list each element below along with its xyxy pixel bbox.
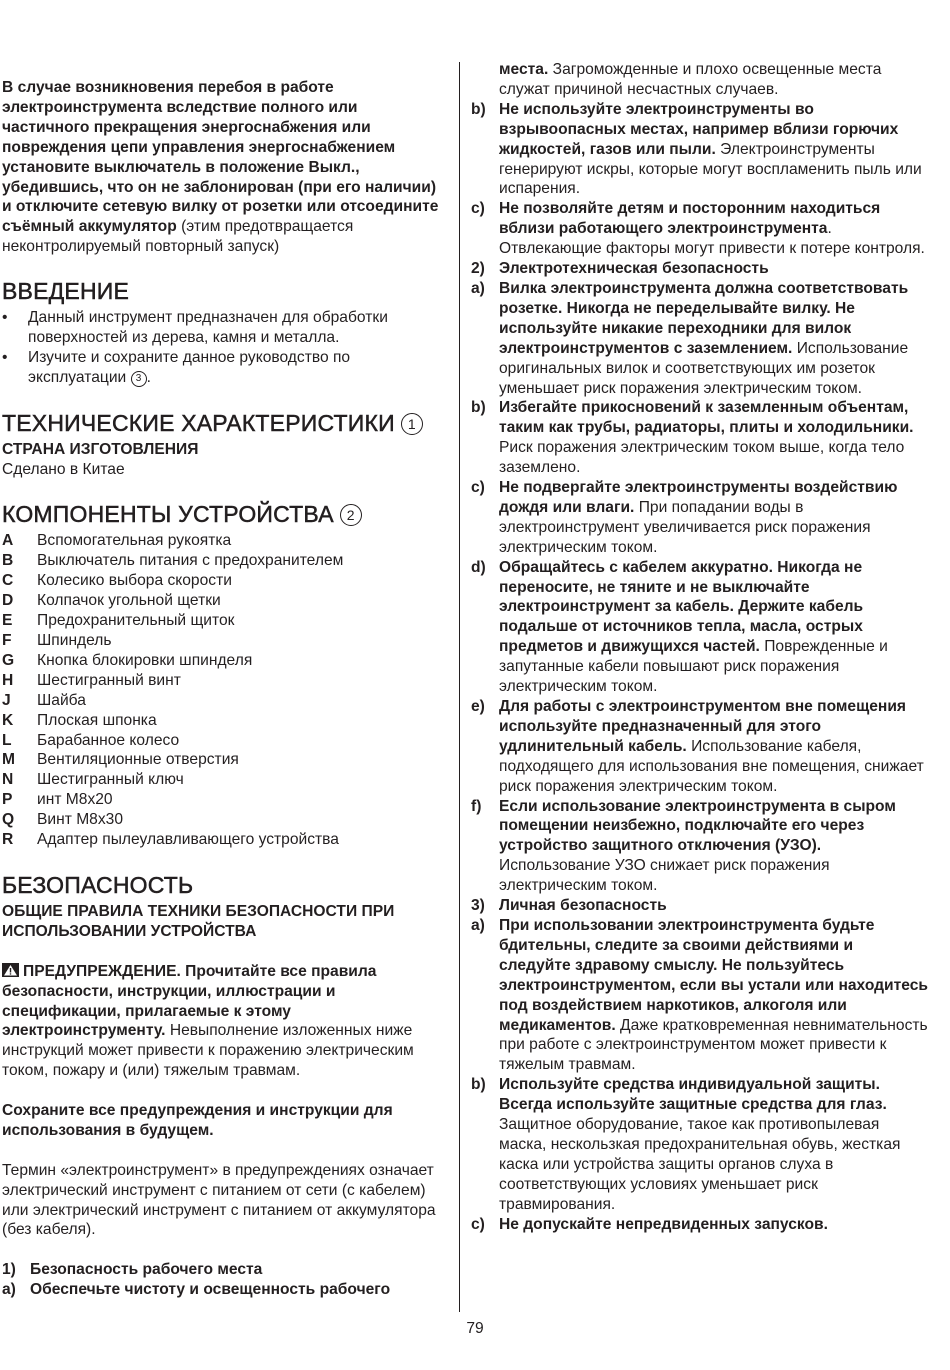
safety-item — [471, 1215, 929, 1235]
item-bold-text: Обращайтесь с кабелем аккуратно. Никогда не переносите, не тяните и не выключайте электроинструмент за кабель. Держите кабель подальше от источников тепла, масла, острых предметов и движущихся частей. — [499, 558, 864, 656]
component-item — [2, 691, 448, 711]
warning-icon — [2, 963, 19, 977]
continued-bold: места. — [499, 61, 549, 78]
figure-ref-3: 3 — [131, 371, 147, 387]
safety-item — [471, 916, 929, 1075]
figure-ref-2: 2 — [340, 504, 362, 526]
item-bold-text: Для работы с электроинструментом вне помещения используйте предназначенный для этого удлинительный кабель. — [499, 698, 907, 755]
component-item — [2, 711, 448, 731]
component-letter: K — [2, 711, 14, 729]
component-name: Шестигранный ключ — [37, 771, 184, 789]
item-marker: a) — [2, 1281, 16, 1299]
term-definition: Термин «электроинструмент» в предупреждениях означает электрический инструмент с питанием от сети (с кабелем) или электрический инструмент с питанием от аккумулятора (без кабеля). — [2, 1161, 436, 1239]
warning-paragraph — [2, 962, 448, 1081]
component-name: Шпиндель — [37, 632, 112, 650]
section-title-text: Безопасность рабочего места — [30, 1261, 263, 1279]
item-marker: c) — [471, 200, 485, 218]
component-letter: F — [2, 632, 12, 650]
spec-heading-text: ТЕХНИЧЕСКИЕ ХАРАКТЕРИСТИКИ — [2, 409, 395, 436]
warning-bold: ПРЕДУПРЕЖДЕНИЕ. Прочитайте все правила безопасности, инструкции, иллюстрации и спецификации, прилагаемые к этому электроинструменту. — [2, 962, 377, 1040]
components-list — [2, 531, 448, 850]
component-item — [2, 731, 448, 751]
item-marker: a) — [471, 279, 485, 297]
continued-tail: Загроможденные и плохо освещенные места служат причиной несчастных случаев. — [499, 61, 882, 98]
item-normal-text: Даже кратковременная невнимательность при работе с электроинструментом может привести к тяжелым травмам. — [499, 1016, 928, 1074]
component-name: Плоская шпонка — [37, 711, 157, 729]
safety-heading: БЕЗОПАСНОСТЬ — [2, 871, 194, 898]
power-interruption-bold: В случае возникновения перебоя в работе электроинструмента вследствие полного или частичного прекращения энергоснабжения или повреждения цепи управления энергоснабжением установите выключатель в положение Выкл., убедившись, что он не заблонирован (при его наличии) и отключите сетевую вилку от розетки или отсоедините съёмный аккумулятор — [2, 79, 439, 236]
safety-item — [471, 558, 929, 697]
component-name: Вспомогательная рукоятка — [37, 532, 232, 550]
spec-heading — [2, 409, 448, 437]
component-letter: E — [2, 612, 13, 630]
component-name: Выключатель питания с предохранителем — [37, 552, 344, 570]
item-bold-text: Электротехническая безопасность — [499, 260, 769, 278]
item-bold-text: Избегайте прикосновений к заземленным объентам, таким как трубы, радиаторы, плиты и холодильники. — [499, 399, 914, 437]
component-item — [2, 830, 448, 850]
item-marker: 1) — [2, 1261, 16, 1279]
component-name: Адаптер пылеулавливающего устройства — [37, 831, 339, 849]
country-value: Сделано в Китае — [2, 460, 125, 478]
save-instructions: Сохраните все предупреждения и инструкции для использования в будущем. — [2, 1102, 393, 1139]
item-bold-text: Не позволяйте детям и посторонним находиться вблизи работающего электроинструмента — [499, 200, 881, 238]
component-name: Шестигранный винт — [37, 671, 181, 689]
safety-item — [471, 259, 929, 279]
component-letter: D — [2, 592, 14, 610]
intro-heading: ВВЕДЕНИЕ — [2, 278, 130, 305]
component-item — [2, 810, 448, 830]
warning-tail: Невыполнение изложенных ниже инструкций может привести к поражению электрическим током, пожару и (или) тяжелым травмам. — [2, 1022, 414, 1080]
component-item — [2, 551, 448, 571]
item-marker: 2) — [471, 260, 485, 278]
item-marker: e) — [471, 698, 485, 715]
safety-item — [471, 697, 929, 797]
safety-subheading: ОБЩИЕ ПРАВИЛА ТЕХНИКИ БЕЗОПАСНОСТИ ПРИ ИСПОЛЬЗОВАНИИ УСТРОЙСТВА — [2, 902, 395, 940]
component-name: Винт M8x30 — [37, 811, 124, 829]
intro-bullet — [2, 348, 448, 388]
section-1-title — [2, 1260, 448, 1280]
component-name: Шайба — [37, 691, 86, 709]
component-letter: P — [2, 791, 13, 809]
safety-item — [471, 279, 929, 398]
component-letter: H — [2, 671, 14, 689]
component-letter: C — [2, 572, 14, 590]
component-letter: R — [2, 831, 14, 849]
components-heading — [2, 500, 448, 528]
item-normal-text: Использование кабеля, подходящего для использования вне помещения, снижает риск поражения электрическим током. — [499, 737, 924, 795]
component-name: Предохранительный щиток — [37, 612, 235, 630]
safety-items — [471, 100, 929, 1235]
item-normal-text: Защитное оборудование, такое как противопылевая маска, нескользкая предохранительная обувь, жесткая каска или устройства защиты органов слуха в соответствующих условиях уменьшает риск травмирования. — [499, 1116, 901, 1213]
intro-bullet-text: Данный инструмент предназначен для обработки поверхностей из дерева, камня и металла. — [28, 309, 388, 346]
component-letter: B — [2, 552, 14, 570]
item-marker: 3) — [471, 897, 485, 915]
component-item — [2, 651, 448, 671]
component-item — [2, 770, 448, 790]
item-bold-text: Вилка электроинструмента должна соответствовать розетке. Никогда не переделывайте вилку. Не используйте никакие переходники для вилок электроинструментов с заземлением. — [499, 279, 909, 357]
item-bold-text: Личная безопасность — [499, 897, 667, 915]
item-bold-text: Не используйте электроинструменты во взрывоопасных местах, например вблизи горючих жидкостей, газов или пыли. — [499, 100, 899, 158]
safety-item — [471, 398, 929, 478]
item-normal-text: Риск поражения электрическим током выше, когда тело заземлено. — [499, 439, 905, 477]
item-marker: c) — [471, 479, 485, 497]
component-letter: Q — [2, 811, 15, 829]
component-item — [2, 531, 448, 551]
intro-bullet-tail: . — [146, 368, 151, 386]
component-letter: A — [2, 532, 14, 550]
column-divider — [459, 62, 460, 1312]
safety-item — [471, 199, 929, 259]
section-1a-text: Обеспечьте чистоту и освещенность рабочего — [30, 1281, 391, 1299]
figure-ref-1: 1 — [401, 413, 423, 435]
intro-bullet-text: Изучите и сохраните данное руководство по эксплуатации — [28, 348, 351, 386]
component-item — [2, 611, 448, 631]
item-marker: c) — [471, 1215, 485, 1233]
item-marker: a) — [471, 916, 485, 934]
item-normal-text: Электроинструменты генерируют искры, которые могут воспламенить пыль или испарения. — [499, 140, 922, 198]
item-marker: f) — [471, 797, 482, 815]
safety-item — [471, 478, 929, 558]
safety-item — [471, 100, 929, 200]
component-letter: L — [2, 731, 12, 749]
item-marker: b) — [471, 100, 486, 118]
item-normal-text: Поврежденные и запутанные кабели повышают риск поражения электрическим током. — [499, 638, 888, 696]
item-marker: d) — [471, 558, 486, 576]
right-column — [471, 60, 929, 1234]
component-name: Колпачок угольной щетки — [37, 592, 221, 610]
component-name: Кнопка блокировки шпинделя — [37, 651, 253, 669]
component-item — [2, 631, 448, 651]
bullet-mark: • — [2, 309, 8, 327]
component-item — [2, 750, 448, 770]
component-item — [2, 571, 448, 591]
component-letter: G — [2, 651, 15, 669]
power-interruption-tail: (этим предотвращается неконтролируемый повторный запуск) — [2, 218, 354, 256]
item-marker: b) — [471, 399, 486, 417]
item-normal-text: Использование УЗО снижает риск поражения электрическим током. — [499, 857, 830, 895]
item-normal-text: Использование оригинальных вилок и соответствующих им розеток уменьшает риск поражения электрическим током. — [499, 339, 909, 397]
item-bold-text: Если использование электроинструмента в сыром помещении неизбежно, подключайте его через устройство защитного отключения (УЗО). — [499, 797, 896, 855]
page-number: 79 — [466, 1320, 484, 1337]
component-item — [2, 671, 448, 691]
item-bold-text: Не подвергайте электроинструменты воздействию дождя или влаги. — [499, 479, 898, 516]
item-bold-text: Используйте средства индивидуальной защиты. Всегда используйте защитные средства для глаз. — [499, 1076, 887, 1114]
component-name: Колесико выбора скорости — [37, 572, 232, 590]
item-normal-text: При попадании воды в электроинструмент увеличивается риск поражения электрическим током. — [499, 498, 871, 556]
item-bold-text: Не допускайте непредвиденных запусков. — [499, 1215, 828, 1233]
safety-item — [471, 1075, 929, 1214]
left-column — [2, 60, 448, 1300]
item-marker: b) — [471, 1076, 486, 1094]
item-bold-text: При использовании электроинструмента будьте бдительны, следите за своими действиями и следуйте здравому смыслу. Не пользуйтесь электроинструментом, если вы устали или находитесь под воздействием наркотиков, алкоголя или медикаментов. — [499, 916, 929, 1034]
component-name: Вентиляционные отверстия — [37, 751, 239, 769]
safety-item — [471, 797, 929, 897]
component-name: инт M8x20 — [37, 791, 113, 809]
component-letter: N — [2, 771, 14, 789]
section-1a-continued — [471, 60, 929, 100]
component-item — [2, 591, 448, 611]
bullet-mark: • — [2, 348, 8, 366]
component-item — [2, 790, 448, 810]
intro-bullet — [2, 308, 448, 348]
safety-item — [471, 896, 929, 916]
component-letter: M — [2, 751, 15, 769]
section-1a — [2, 1280, 448, 1300]
country-label: СТРАНА ИЗГОТОВЛЕНИЯ — [2, 440, 199, 458]
components-heading-text: КОМПОНЕНТЫ УСТРОЙСТВА — [2, 501, 334, 528]
power-interruption-notice — [2, 78, 448, 257]
component-letter: J — [2, 691, 11, 709]
component-name: Барабанное колесо — [37, 731, 180, 749]
item-normal-text: . Отвлекающие факторы могут привести к потере контроля. — [499, 220, 925, 258]
